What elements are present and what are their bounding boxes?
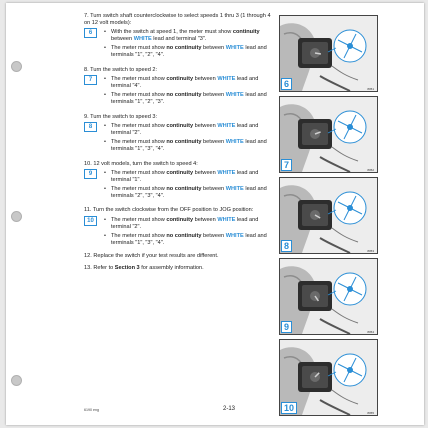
bullet-text: between	[193, 170, 218, 177]
bullet-text: between	[193, 123, 218, 130]
figure-number: 9	[281, 321, 292, 333]
figure-ref-badge: 9	[84, 169, 97, 179]
bullet-text: The meter must show	[111, 92, 167, 99]
step-13-pre: 13. Refer to	[84, 265, 115, 272]
continuity-term: continuity	[166, 123, 194, 130]
continuity-term: continuity	[232, 29, 260, 36]
bullet-text: The meter must show	[111, 139, 167, 146]
white-lead-term: WHITE	[217, 170, 236, 177]
bullet-text: The meter must show	[111, 186, 167, 193]
white-lead-term: WHITE	[217, 123, 236, 130]
continuity-term: no continuity	[166, 45, 202, 52]
bullet-text: With the switch at speed 1, the meter must show	[111, 29, 233, 36]
white-lead-term: WHITE	[217, 217, 236, 224]
figure-code: 8055	[367, 411, 374, 415]
figure-number: 10	[281, 402, 297, 414]
bullet-text: lead and terminals "1", "2", "4".	[111, 45, 267, 58]
figure-ref-badge: 7	[84, 75, 97, 85]
bullet-text: The meter must show	[111, 123, 167, 130]
switch-illustration	[280, 259, 377, 334]
bullet-text: The meter must show	[111, 170, 167, 177]
bullet-item	[104, 92, 278, 105]
bullet-item	[104, 45, 278, 58]
white-lead-term: WHITE	[225, 45, 244, 52]
bullet-text: lead and terminal "2".	[111, 123, 259, 136]
step-text: 8. Turn the switch to speed 2:	[84, 66, 158, 73]
bullet-icon: •	[104, 123, 106, 130]
bullet-text: between	[201, 45, 226, 52]
figure-ref-badge: 8	[84, 122, 97, 132]
figure-code: 8051	[367, 87, 374, 91]
binder-hole	[11, 211, 22, 222]
bullet-text: lead and terminals "2", "3", "4".	[111, 186, 267, 199]
continuity-term: continuity	[166, 76, 194, 83]
step-text: 10. 12 volt models, turn the switch to speed 4:	[84, 160, 198, 167]
bullet-text: between	[193, 217, 218, 224]
bullet-text: lead and terminal "4".	[111, 76, 259, 89]
switch-photo	[279, 15, 378, 92]
bullet-item	[104, 170, 278, 183]
bullet-item	[104, 217, 278, 230]
bullet-item	[104, 29, 278, 42]
bullet-text: The meter must show	[111, 217, 167, 224]
bullet-text: lead and terminal "1".	[111, 170, 259, 183]
bullet-text: The meter must show	[111, 76, 167, 83]
figure-block	[84, 29, 278, 61]
switch-photo	[279, 339, 378, 416]
continuity-term: no continuity	[166, 233, 202, 240]
figure-code: 8052	[367, 168, 374, 172]
binder-hole	[11, 375, 22, 386]
figure-number: 8	[281, 240, 292, 252]
switch-illustration	[280, 178, 377, 253]
step-text: 9. Turn the switch to speed 3:	[84, 113, 158, 120]
figure-block	[84, 170, 278, 202]
manual-page	[6, 3, 424, 425]
page-number: 2-13	[223, 406, 236, 412]
bullet-icon: •	[104, 186, 106, 193]
white-lead-term: WHITE	[225, 92, 244, 99]
bullet-text: lead and terminal "3".	[151, 35, 207, 42]
step-text: 11. Turn the switch clockwise from the OFF position to JOG position:	[84, 207, 254, 214]
bullet-icon: •	[104, 233, 106, 240]
switch-illustration	[280, 97, 377, 172]
bullet-icon: •	[104, 92, 106, 99]
section-ref: Section 3	[114, 265, 140, 272]
bullet-item	[104, 233, 278, 246]
figure-ref-badge: 10	[84, 216, 97, 226]
bullet-icon: •	[104, 76, 106, 83]
white-lead-term: WHITE	[133, 35, 152, 42]
bullet-text: lead and terminals "1", "2", "3".	[111, 92, 267, 105]
figure-number: 6	[281, 78, 292, 90]
photo-column	[279, 15, 377, 420]
switch-illustration	[280, 16, 377, 91]
continuity-term: no continuity	[166, 92, 202, 99]
white-lead-term: WHITE	[225, 139, 244, 146]
bullet-text: The meter must show	[111, 45, 167, 52]
continuity-term: no continuity	[166, 139, 202, 146]
figure-number: 7	[281, 159, 292, 171]
figure-code: 8053	[367, 249, 374, 253]
switch-photo	[279, 258, 378, 335]
bullet-icon: •	[104, 170, 106, 177]
bullet-icon: •	[104, 45, 106, 52]
switch-photo	[279, 177, 378, 254]
step-text: 7. Turn switch shaft counterclockwise to select speeds 1 thru 3 (1 through 4 on 12 volt models):	[84, 13, 271, 26]
bullet-item	[104, 123, 278, 136]
steps-list	[84, 13, 278, 249]
bullet-item	[104, 186, 278, 199]
bullet-text: The meter must show	[111, 233, 167, 240]
continuity-term: no continuity	[166, 186, 202, 193]
switch-photo	[279, 96, 378, 173]
step-12: 12. Replace the switch if your test results are different.	[84, 253, 219, 260]
figure-code: 8054	[367, 330, 374, 334]
bullet-icon: •	[104, 139, 106, 146]
bullet-item	[104, 76, 278, 89]
bullet-text: lead and terminal "2".	[111, 217, 259, 230]
figure-block	[84, 217, 278, 249]
bullet-text: between	[201, 92, 226, 99]
instructions-column	[84, 13, 278, 272]
binder-hole	[11, 61, 22, 72]
bullet-text: between	[201, 233, 226, 240]
bullet-icon: •	[104, 217, 106, 224]
white-lead-term: WHITE	[225, 233, 244, 240]
bullet-text: lead and terminals "1", "3", "4".	[111, 233, 267, 246]
bullet-text: between	[111, 35, 134, 42]
doc-code: 6190 eng	[84, 408, 99, 412]
figure-block	[84, 123, 278, 155]
continuity-term: continuity	[166, 217, 194, 224]
bullet-item	[104, 139, 278, 152]
bullet-text: between	[201, 139, 226, 146]
white-lead-term: WHITE	[225, 186, 244, 193]
continuity-term: continuity	[166, 170, 194, 177]
bullet-icon: •	[104, 29, 106, 36]
white-lead-term: WHITE	[217, 76, 236, 83]
figure-ref-badge: 6	[84, 28, 97, 38]
bullet-text: between	[201, 186, 226, 193]
bullet-text: between	[193, 76, 218, 83]
step-13	[84, 265, 278, 272]
step-13-post: for assembly information.	[139, 265, 204, 272]
bullet-text: lead and terminals "1", "3", "4".	[111, 139, 267, 152]
figure-block	[84, 76, 278, 108]
